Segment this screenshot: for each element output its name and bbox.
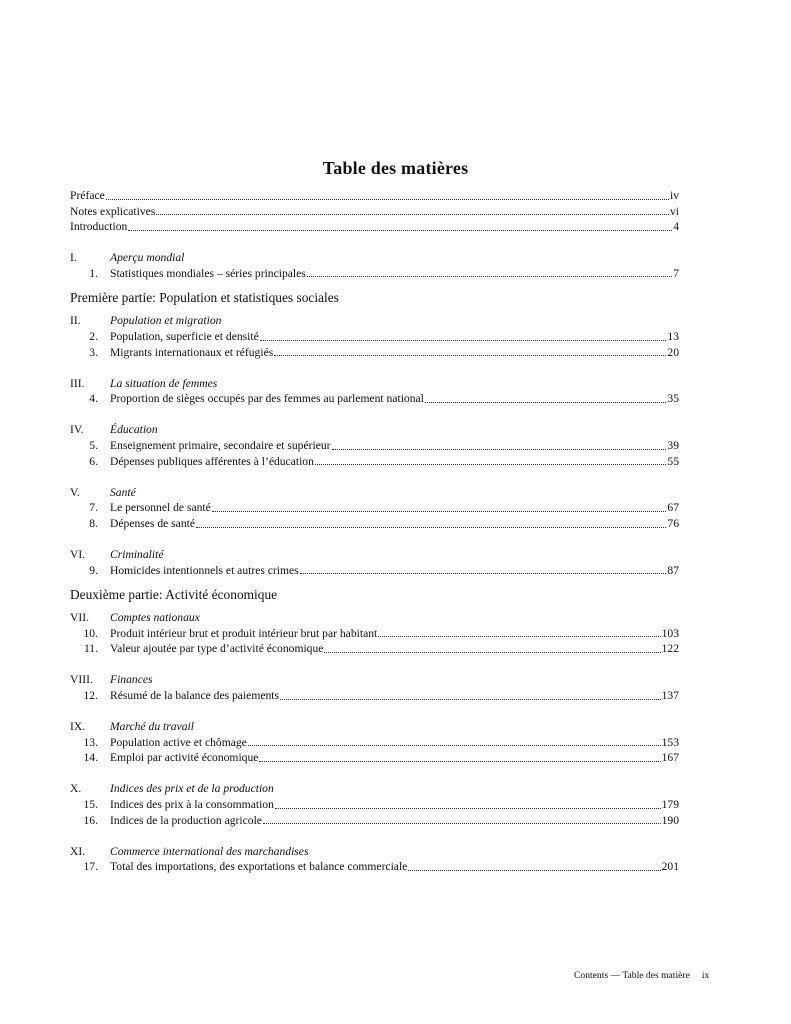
dot-leader (307, 275, 672, 277)
entry-number: 15. (83, 798, 98, 812)
dot-leader (280, 698, 661, 700)
entry-page-number: 55 (667, 454, 679, 468)
dot-leader (300, 572, 667, 574)
entry-label: Dépenses de santé (110, 516, 195, 530)
spacer (70, 407, 679, 423)
footer-page-number: ix (701, 970, 710, 981)
spacer (70, 766, 679, 782)
dot-leader (408, 869, 660, 871)
spacer (70, 281, 679, 287)
dot-leader (259, 760, 660, 762)
entry-page-number: 39 (667, 439, 679, 453)
entry-page-number: 122 (661, 642, 679, 656)
entry-label: Total des importations, des exportations et balance commerciale (110, 860, 408, 874)
toc-entry[interactable] (70, 500, 679, 516)
toc-entry[interactable] (70, 188, 679, 204)
entry-label: Migrants internationaux et réfugiés (110, 345, 274, 359)
section-heading (70, 250, 679, 266)
page-footer (574, 970, 709, 981)
page-title: Table des matières (322, 158, 469, 178)
section-title: La situation de femmes (110, 376, 218, 390)
spacer (70, 828, 679, 844)
spacer (70, 704, 679, 720)
entry-label: Statistiques mondiales – séries principales (110, 266, 306, 280)
entry-number: 6. (89, 454, 98, 468)
toc-entry[interactable] (70, 641, 679, 657)
spacer (70, 578, 679, 584)
entry-page-number: 179 (661, 798, 679, 812)
entry-page-number: 76 (667, 516, 679, 530)
toc-entry[interactable] (70, 626, 679, 642)
section-heading (70, 485, 679, 501)
section-heading (70, 610, 679, 626)
entry-number: 12. (83, 689, 98, 703)
section-heading (70, 376, 679, 392)
entry-label: Population, superficie et densité (110, 330, 259, 344)
toc-entry[interactable] (70, 329, 679, 345)
section-title: Aperçu mondial (110, 251, 185, 265)
entry-page-number: 35 (667, 392, 679, 406)
section-heading (70, 672, 679, 688)
section-heading (70, 719, 679, 735)
entry-label: Proportion de sièges occupés par des femmes au parlement national (110, 392, 424, 406)
toc-entry[interactable] (70, 391, 679, 407)
dot-leader (275, 807, 661, 809)
footer-text: Contents — Table des matière (574, 970, 690, 981)
section-heading (70, 547, 679, 563)
section-title: Comptes nationaux (110, 611, 200, 625)
dot-leader (212, 510, 667, 512)
section-title: Éducation (110, 423, 158, 437)
entry-page-number: 13 (667, 330, 679, 344)
entry-number: 11. (83, 642, 98, 656)
section-heading (70, 781, 679, 797)
section-numeral: III. (70, 376, 85, 390)
entry-label: Indices de la production agricole (110, 813, 262, 827)
dot-leader (315, 463, 667, 465)
entry-page-number: 87 (667, 563, 679, 577)
entry-number: 17. (83, 860, 98, 874)
toc-entry[interactable] (70, 563, 679, 579)
section-heading (70, 422, 679, 438)
section-numeral: V. (70, 485, 80, 499)
entry-label: Homicides intentionnels et autres crimes (110, 563, 299, 577)
entry-page-number: iv (669, 189, 679, 202)
section-numeral: I. (70, 251, 77, 265)
entry-page-number: 137 (661, 689, 679, 703)
entry-label: Indices des prix à la consommation (110, 798, 274, 812)
spacer (70, 235, 679, 251)
entry-page-number: 167 (661, 751, 679, 765)
entry-number: 10. (83, 626, 98, 640)
entry-number: 2. (89, 330, 98, 344)
section-title: Indices des prix et de la production (110, 782, 274, 796)
dot-leader (425, 401, 667, 403)
dot-leader (248, 744, 661, 746)
toc-entry[interactable] (70, 750, 679, 766)
section-numeral: XI. (70, 844, 86, 858)
entry-label: Produit intérieur brut et produit intérieur brut par habitant (110, 626, 378, 640)
dot-leader (106, 198, 669, 200)
entry-label: Introduction (70, 220, 128, 234)
dot-leader (156, 213, 669, 215)
section-numeral: IX. (70, 720, 86, 734)
section-numeral: X. (70, 782, 82, 796)
entry-page-number: 201 (661, 860, 679, 874)
entry-number: 7. (89, 501, 98, 515)
dot-leader (274, 354, 666, 356)
dot-leader (128, 229, 672, 231)
dot-leader (324, 651, 660, 653)
entry-page-number: 190 (661, 813, 679, 827)
entry-number: 8. (89, 516, 98, 530)
entry-label: Le personnel de santé (110, 501, 211, 515)
dot-leader (260, 339, 667, 341)
spacer (70, 469, 679, 485)
dot-leader (332, 448, 667, 450)
toc-entry[interactable] (70, 688, 679, 704)
entry-number: 3. (89, 345, 98, 359)
entry-label: Emploi par activité économique (110, 751, 259, 765)
section-numeral: VIII. (70, 673, 93, 687)
dot-leader (196, 526, 666, 528)
part-heading: Première partie: Population et statistiques sociales (70, 290, 339, 306)
spacer (70, 532, 679, 548)
entry-label: Notes explicatives (70, 204, 156, 218)
entry-number: 14. (83, 751, 98, 765)
entry-page-number: 67 (667, 501, 679, 515)
table-of-contents (70, 188, 679, 875)
entry-label: Valeur ajoutée par type d’activité économique (110, 642, 324, 656)
toc-entry[interactable] (70, 859, 679, 875)
toc-entry[interactable] (70, 345, 679, 361)
entry-label: Résumé de la balance des paiements (110, 689, 280, 703)
part-heading: Deuxième partie: Activité économique (70, 587, 278, 603)
toc-entry[interactable] (70, 797, 679, 813)
toc-entry[interactable] (70, 204, 679, 220)
toc-entry[interactable] (70, 219, 679, 235)
entry-page-number: 4 (673, 220, 679, 234)
entry-number: 9. (89, 563, 98, 577)
entry-page-number: 7 (673, 266, 679, 280)
section-title: Population et migration (110, 314, 222, 328)
section-numeral: VII. (70, 611, 89, 625)
entry-label: Dépenses publiques afférentes à l’éducation (110, 454, 314, 468)
entry-number: 5. (89, 439, 98, 453)
entry-page-number: 103 (661, 626, 679, 640)
section-numeral: II. (70, 314, 81, 328)
entry-label: Préface (70, 189, 105, 202)
toc-entry[interactable] (70, 454, 679, 470)
section-numeral: VI. (70, 548, 86, 561)
toc-entry[interactable] (70, 813, 679, 829)
entry-number: 1. (89, 266, 98, 280)
section-title: Criminalité (110, 548, 164, 561)
spacer (70, 360, 679, 376)
section-title: Santé (110, 485, 136, 499)
entry-label: Enseignement primaire, secondaire et supérieur (110, 439, 331, 453)
toc-entry[interactable] (70, 735, 679, 751)
toc-entry[interactable] (70, 438, 679, 454)
toc-entry[interactable] (70, 266, 679, 282)
section-title: Commerce international des marchandises (110, 844, 309, 858)
entry-page-number: 153 (661, 735, 679, 749)
dot-leader (378, 635, 660, 637)
section-heading (70, 313, 679, 329)
dot-leader (263, 822, 661, 824)
entry-page-number: 20 (667, 345, 679, 359)
entry-number: 16. (83, 813, 98, 827)
entry-number: 4. (89, 392, 98, 406)
entry-number: 13. (83, 735, 98, 749)
section-title: Marché du travail (110, 720, 194, 734)
spacer (70, 657, 679, 673)
section-heading (70, 844, 679, 860)
entry-page-number: vi (669, 204, 679, 218)
toc-entry[interactable] (70, 516, 679, 532)
entry-label: Population active et chômage (110, 735, 247, 749)
section-title: Finances (110, 673, 153, 687)
section-numeral: IV. (70, 423, 84, 437)
